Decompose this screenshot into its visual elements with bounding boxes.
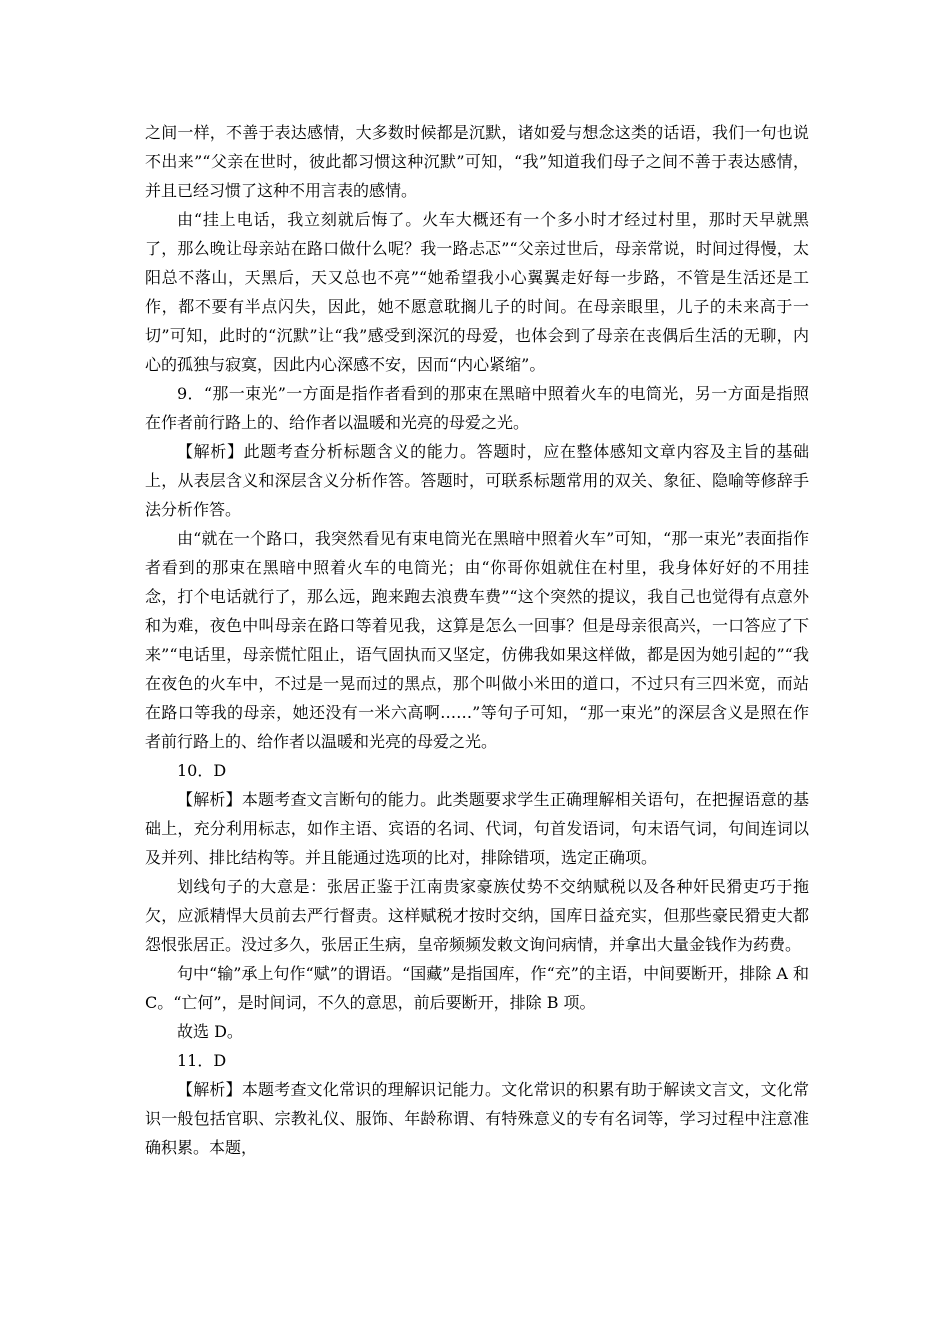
answer-11: 11．D xyxy=(177,1051,227,1070)
paragraph-context-continued: 之间一样，不善于表达感情，大多数时候都是沉默，诸如爱与想念这类的话语，我们一句也说不出来”“父亲在世时，彼此都习惯这种沉默”可知，“我”知道我们母子之间不善于表达感情，并且已经习惯了这种不用言表的感情。 xyxy=(145,123,809,200)
analysis-11-method: 【解析】本题考查文化常识的理解识记能力。文化常识的积累有助于解读文言文，文化常识一般包括官职、宗教礼仪、服饰、年龄称谓、有特殊意义的专有名词等，学习过程中注意准确积累。本题， xyxy=(145,1080,809,1157)
answer-10-conclusion: 故选 D。 xyxy=(177,1022,243,1041)
analysis-10-method: 【解析】本题考查文言断句的能力。此类题要求学生正确理解相关语句，在把握语意的基础上，充分利用标志，如作主语、宾语的名词、代词，句首发语词，句末语气词，句间连词以及并列、排比结构等。并且能通过选项的比对，排除错项，选定正确项。 xyxy=(145,790,809,867)
answer-9: 9．“那一束光”一方面是指作者看到的那束在黑暗中照着火车的电筒光，另一方面是指照在作者前行路上的、给作者以温暖和光亮的母爱之光。 xyxy=(145,384,809,432)
analysis-10-translation: 划线句子的大意是：张居正鉴于江南贵家豪族仗势不交纳赋税以及各种奸民猾吏巧于拖欠，应派精悍大员前去严行督责。这样赋税才按时交纳，国库日益充实，但那些豪民猾吏大都怨恨张居正。没过多久，张居正生病，皇帝频频发敕文询问病情，并拿出大量金钱作为药费。 xyxy=(145,877,809,954)
analysis-10-reasoning: 句中“输”承上句作“赋”的谓语。“国藏”是指国库，作“充”的主语，中间要断开，排除 A 和 C。“亡何”，是时间词，不久的意思，前后要断开，排除 B 项。 xyxy=(145,964,809,1012)
analysis-9-method: 【解析】此题考查分析标题含义的能力。答题时，应在整体感知文章内容及主旨的基础上，从表层含义和深层含义分析作答。答题时，可联系标题常用的双关、象征、隐喻等修辞手法分析作答。 xyxy=(145,442,809,519)
analysis-9-detail: 由“就在一个路口，我突然看见有束电筒光在黑暗中照着火车”可知，“那一束光”表面指作者看到的那束在黑暗中照着火车的电筒光；由“你哥你姐就住在村里，我身体好好的不用挂念，打个电话就行了，那么远，跑来跑去浪费车费”“这个突然的提议，我自己也觉得有点意外和为难，夜色中叫母亲在路口等着见我，这算是怎么一回事？但是母亲很高兴，一口答应了下来”“电话里，母亲慌忙阻止，语气固执而又坚定，仿佛我如果这样做，都是因为她引起的”“我在夜色的火车中，不过是一晃而过的黑点，那个叫做小米田的道口，不过只有三四米宽，而站在路口等我的母亲，她还没有一米六高啊……”等句子可知，“那一束光”的深层含义是照在作者前行路上的、给作者以温暖和光亮的母爱之光。 xyxy=(145,529,809,751)
document-page xyxy=(145,118,809,1162)
answer-10: 10．D xyxy=(177,761,227,780)
paragraph-silence-analysis: 由“挂上电话，我立刻就后悔了。火车大概还有一个多小时才经过村里，那时天早就黑了，那么晚让母亲站在路口做什么呢？我一路忐忑”“父亲过世后，母亲常说，时间过得慢，太阳总不落山，天黑后，天又总也不亮”“她希望我小心翼翼走好每一步路，不管是生活还是工作，都不要有半点闪失，因此，她不愿意耽搁儿子的时间。在母亲眼里，儿子的未来高于一切”可知，此时的“沉默”让“我”感受到深沉的母爱，也体会到了母亲在丧偶后生活的无聊，内心的孤独与寂寞，因此内心深感不安，因而“内心紧缩”。 xyxy=(145,210,809,374)
